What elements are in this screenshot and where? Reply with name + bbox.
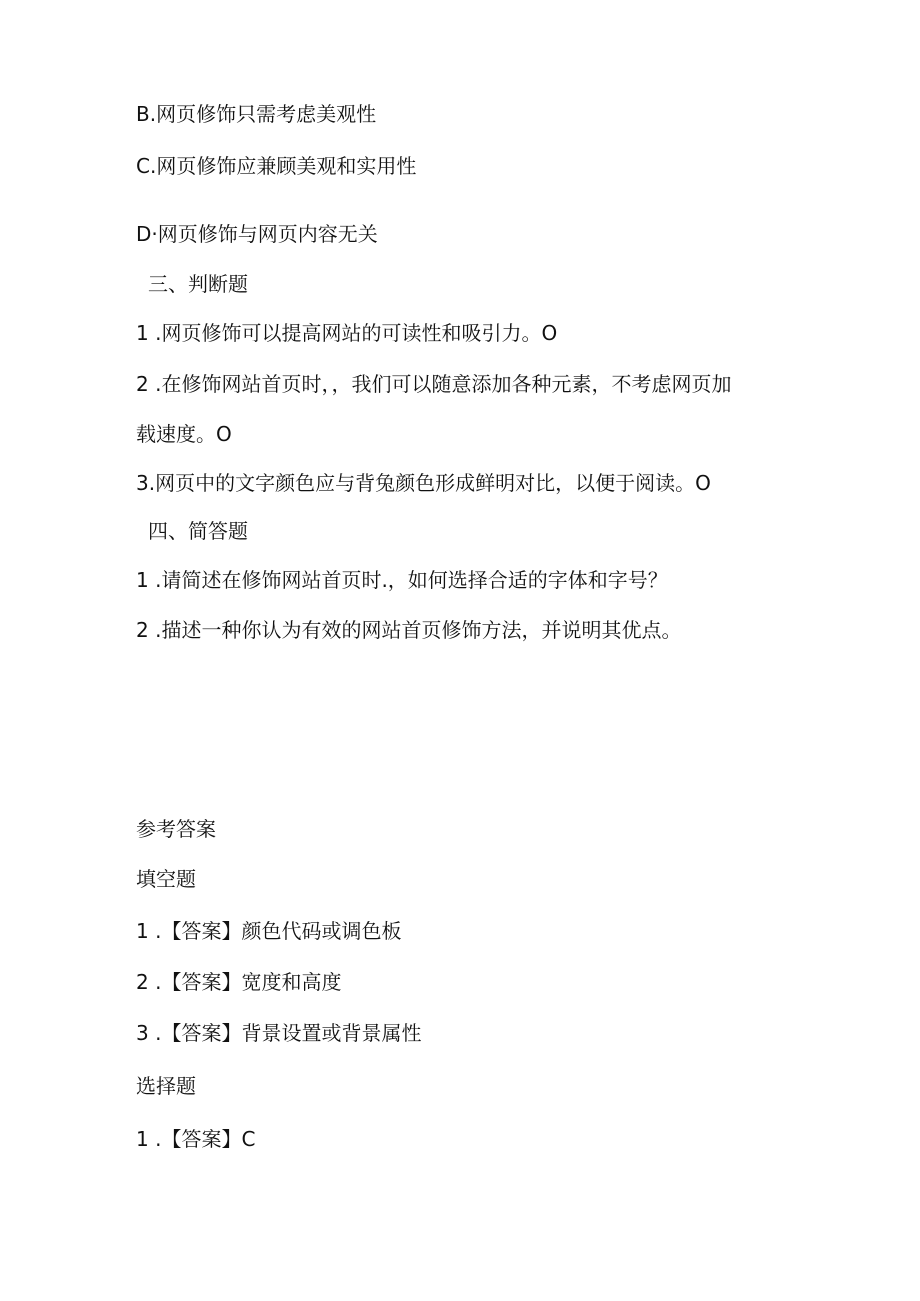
fill-blank-answer-3: 3 .【答案】背景设置或背景属性 [136, 1021, 422, 1045]
fill-blank-answer-2: 2 .【答案】宽度和高度 [136, 970, 342, 994]
fill-blank-heading: 填空题 [136, 867, 196, 891]
short-answer-item-2: 2 .描述一种你认为有效的网站首页修饰方法，并说明其优点。 [136, 618, 682, 642]
fill-blank-answer-1: 1 .【答案】颜色代码或调色板 [136, 919, 402, 943]
option-b: B.网页修饰只需考虑美观性 [136, 102, 377, 126]
judgment-item-2-continued: 载速度。O [136, 422, 232, 446]
judgment-item-2: 2 .在修饰网站首页时，，我们可以随意添加各种元素，不考虑网页加 [136, 372, 732, 396]
short-answer-item-1: 1 .请简述在修饰网站首页时.，如何选择合适的字体和字号？ [136, 568, 668, 592]
judgment-item-1: 1 .网页修饰可以提高网站的可读性和吸引力。O [136, 321, 558, 345]
choice-answer-1: 1 .【答案】C [136, 1127, 256, 1151]
option-d: D·网页修饰与网页内容无关 [136, 222, 378, 246]
judgment-heading: 三、判断题 [148, 272, 248, 296]
judgment-item-3: 3.网页中的文字颜色应与背兔颜色形成鲜明对比，以便于阅读。O [136, 471, 711, 495]
choice-heading: 选择题 [136, 1074, 196, 1098]
short-answer-heading: 四、简答题 [148, 519, 248, 543]
answer-key-heading: 参考答案 [136, 817, 216, 841]
option-c: C.网页修饰应兼顾美观和实用性 [136, 154, 417, 178]
